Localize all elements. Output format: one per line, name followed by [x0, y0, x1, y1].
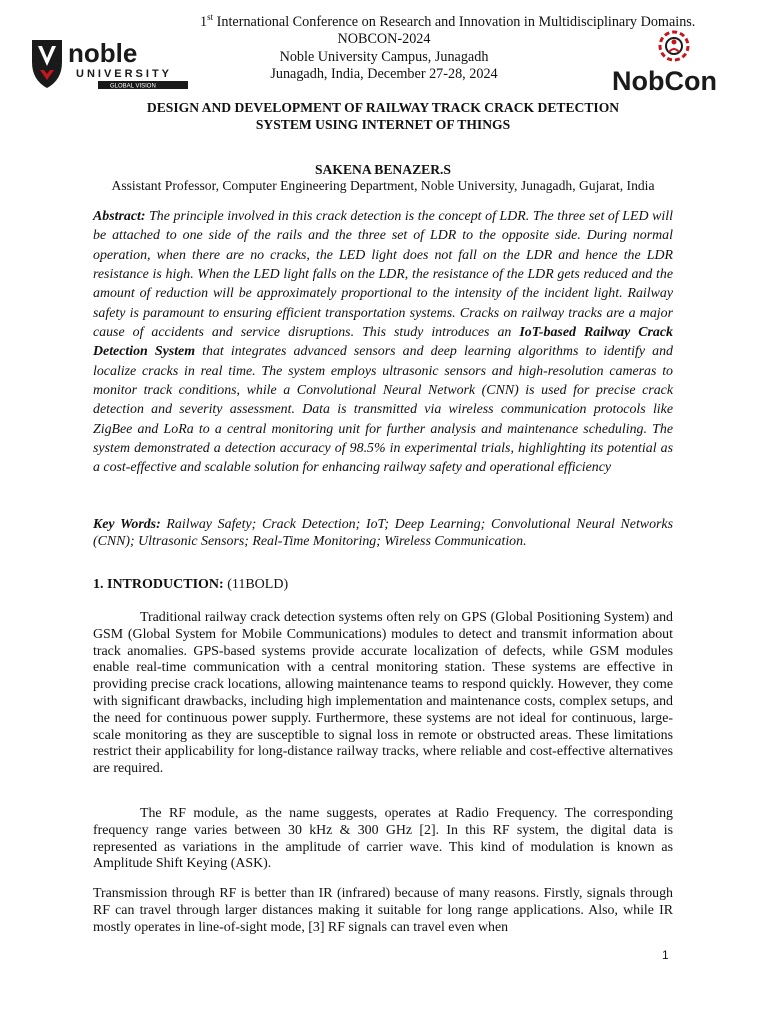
- abstract-text-2: that integrates advanced sensors and deep learning algorithms to identify and localize cracks in real time. The system employs ultrasonic sensors and high-resolution cameras to monitor track conditions, while a Convolutional Neural Network (CNN) is used for precise crack detection and severity assessment. Data is transmitted via wireless communication protocols like ZigBee and LoRa to a central monitoring unit for further analysis and maintenance scheduling. The system demonstrated a detection accuracy of 98.5% in experimental trials, highlighting its potential as a cost-effective and scalable solution for enhancing railway safety and operational efficiency: [93, 344, 674, 476]
- title-line-1: DESIGN AND DEVELOPMENT OF RAILWAY TRACK CRACK DETECTION: [146, 100, 620, 115]
- conference-header: [200, 12, 696, 84]
- nobcon-wordmark: NobCon: [612, 66, 717, 94]
- conference-short-name: NOBCON-2024: [337, 31, 431, 48]
- keywords: [93, 516, 673, 550]
- conference-location-date: Junagadh, India, December 27-28, 2024: [270, 66, 498, 83]
- abstract: [93, 207, 673, 478]
- conference-name: 1st International Conference on Research and Innovation in Multidisciplinary Domains.: [200, 12, 696, 30]
- keywords-text: Railway Safety; Crack Detection; IoT; Deep Learning; Convolutional Neural Networks (CNN); Ultrasonic Sensors; Real-Time Monitoring; Wireless Communication.: [93, 517, 673, 550]
- keywords-label: Key Words:: [93, 517, 161, 532]
- body-paragraph: The RF module, as the name suggests, operates at Radio Frequency. The corresponding frequency range varies between 30 kHz & 300 GHz [2]. In this RF system, the digital data is represented as variations in the amplitude of carrier wave. This kind of modulation is known as Amplitude Shift Keying (ASK).: [93, 806, 673, 872]
- abstract-highlight: IoT-based Railway Crack Detection System: [93, 325, 673, 360]
- author-name: SAKENA BENAZER.S: [315, 162, 451, 177]
- logo-subtitle: UNIVERSITY: [76, 68, 173, 80]
- body-paragraph: Traditional railway crack detection systems often rely on GPS (Global Positioning System) and GSM (Global System for Mobile Communications) modules to detect and transmit information about track anomalies. GPS-based systems provide accurate localization of defects, while GSM modules enable real-time communication with a central monitoring station. These systems are effective in providing precise crack locations, allowing maintenance teams to respond quickly. However, they come with significant drawbacks, including high implementation and maintenance costs, complex setups, and the need for continuous power supply. Furthermore, these systems are not ideal for continuous, large-scale monitoring as they are susceptible to signal loss in remote or obstructed areas. These limitations restrict their applicability for long-distance railway tracks, where reliable and cost-effective alternatives are required.: [93, 610, 673, 777]
- logo-tagline: GLOBAL VISION: [110, 83, 156, 90]
- noble-university-logo: [28, 36, 198, 92]
- nobcon-logo: [608, 26, 742, 94]
- conference-venue: Noble University Campus, Junagadh: [279, 48, 489, 65]
- gear-icon: [660, 32, 688, 60]
- page-number: 1: [662, 948, 669, 962]
- section-note: (11BOLD): [223, 577, 289, 592]
- author-affiliation: Assistant Professor, Computer Engineering Department, Noble University, Junagadh, Gujarat, India: [111, 178, 655, 193]
- section-title: 1. INTRODUCTION:: [93, 577, 224, 592]
- abstract-text-1: The principle involved in this crack detection is the concept of LDR. The three set of LED will be attached to one side of the rails and the three set of LDR to the opposite side. During normal operation, when there are no cracks, the LED light does not fall on the LDR and hence the LDR resistance is high. When the LED light falls on the LDR, the resistance of the LDR gets reduced and the amount of reduction will be approximately proportional to the intensity of the incident light. Railway safety is paramount to ensuring efficient transportation systems. Cracks on railway tracks are a major cause of accidents and service disruptions. This study introduces an: [93, 209, 673, 341]
- section-heading-introduction: [93, 577, 288, 593]
- abstract-label: Abstract:: [93, 209, 146, 224]
- body-paragraph: Transmission through RF is better than IR (infrared) because of many reasons. Firstly, signals through RF can travel through larger distances making it suitable for long range applications. Also, while IR mostly operates in line-of-sight mode, [3] RF signals can travel even when: [93, 886, 673, 935]
- paper-title: [92, 100, 674, 133]
- title-line-2: SYSTEM USING INTERNET OF THINGS: [255, 116, 511, 132]
- ordinal-suffix: st: [207, 12, 214, 22]
- logo-wordmark: noble: [68, 38, 138, 68]
